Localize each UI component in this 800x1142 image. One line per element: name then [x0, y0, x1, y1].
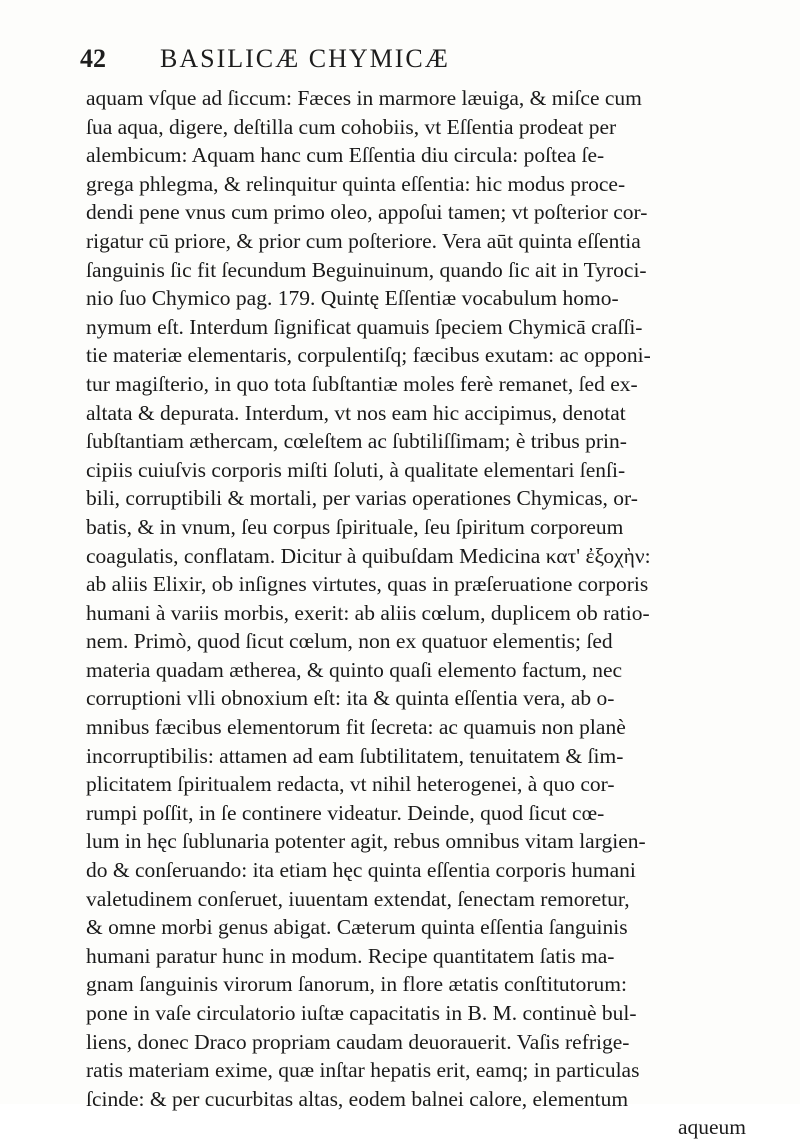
text-line: batis, & in vnum, ſeu corpus ſpirituale, ſeu ſpiritum corporeum — [86, 514, 624, 539]
text-line: ſcinde: & per cucurbitas altas, eodem balnei calore, elementum — [86, 1086, 629, 1111]
text-line: grega phlegma, & relinquitur quinta eſſentia: hic modus proce- — [86, 171, 626, 196]
text-line: ab aliis Elixir, ob inſignes virtutes, quas in præſeruatione corporis — [86, 572, 649, 597]
text-line: plicitatem ſpiritualem redacta, vt nihil heterogenei, à quo cor- — [86, 772, 615, 797]
page-number: 42 — [80, 44, 106, 73]
text-line: ſanguinis ſic fit ſecundum Beguinuinum, quando ſic ait in Tyroci- — [86, 257, 647, 282]
text-line: valetudinem conſeruet, iuuentam extendat, ſenectam remoretur, — [86, 886, 630, 911]
text-line: altata & depurata. Interdum, vt nos eam hic accipimus, denotat — [86, 400, 626, 425]
text-line: tur magiſterio, in quo tota ſubſtantiæ moles ferè remanet, ſed ex- — [86, 371, 638, 396]
text-line: humani à variis morbis, exerit: ab aliis cœlum, duplicem ob ratio- — [86, 600, 650, 625]
text-line: nio ſuo Chymico pag. 179. Quintę Eſſentiæ vocabulum homo- — [86, 286, 619, 311]
text-line: & omne morbi genus abigat. Cæterum quinta eſſentia ſanguinis — [86, 915, 628, 940]
body-text — [86, 84, 776, 1142]
text-line: rigatur cū priore, & prior cum poſteriore. Vera aūt quinta eſſentia — [86, 228, 641, 253]
text-line: aquam vſque ad ſiccum: Fæces in marmore læuiga, & miſce cum — [86, 86, 642, 110]
catchword: aqueum — [677, 1115, 746, 1140]
text-line: nem. Primò, quod ſicut cœlum, non ex quatuor elementis; ſed — [86, 629, 613, 654]
text-line: cipiis cuiuſvis corporis miſti ſoluti, à qualitate elementari ſenſi- — [86, 457, 626, 482]
text-line: do & conſeruando: ita etiam hęc quinta eſſentia corporis humani — [86, 858, 636, 883]
text-line: tie materiæ elementaris, corpulentiſq; fæcibus exutam: ac opponi- — [86, 343, 651, 368]
text-line: ſubſtantiam æthercam, cœleſtem ac ſubtiliſſimam; è tribus prin- — [86, 429, 627, 454]
text-line: alembicum: Aquam hanc cum Eſſentia diu circula: poſtea ſe- — [86, 143, 605, 168]
running-head: BASILICÆ CHYMICÆ — [160, 44, 450, 73]
text-line: incorruptibilis: attamen ad eam ſubtilitatem, tenuitatem & ſim- — [86, 743, 624, 768]
text-line: humani paratur hunc in modum. Recipe quantitatem ſatis ma- — [86, 943, 615, 968]
text-line: gnam ſanguinis virorum ſanorum, in flore ætatis conſtitutorum: — [86, 972, 628, 997]
text-line: lum in hęc ſublunaria potenter agit, rebus omnibus vitam largien- — [86, 829, 646, 854]
text-line: bili, corruptibili & mortali, per varias operationes Chymicas, or- — [86, 486, 638, 511]
text-line: rumpi poſſit, in ſe continere videatur. Deinde, quod ſicut cœ- — [86, 800, 605, 825]
text-line: mnibus fæcibus elementorum fit ſecreta: ac quamuis non planè — [86, 715, 626, 740]
text-line: materia quadam ætherea, & quinto quaſi elemento factum, nec — [86, 657, 623, 682]
text-line: nymum eſt. Interdum ſignificat quamuis ſpeciem Chymicā craſſi- — [86, 314, 643, 339]
text-line: ratis materiam exime, quæ inſtar hepatis erit, eamq; in particulas — [86, 1058, 640, 1083]
text-line: coagulatis, conflatam. Dicitur à quibuſdam Medicina κατ' ἐξοχὴν: — [86, 543, 651, 568]
text-line: ſua aqua, digere, deſtilla cum cohobiis, vt Eſſentia prodeat per — [86, 114, 617, 139]
text-line: dendi pene vnus cum primo oleo, appoſui tamen; vt poſterior cor- — [86, 200, 648, 225]
text-line: liens, donec Draco propriam caudam deuorauerit. Vaſis refrige- — [86, 1029, 630, 1054]
page-header — [80, 40, 760, 80]
text-line: corruptioni vlli obnoxium eſt: ita & quinta eſſentia vera, ab o- — [86, 686, 615, 711]
text-line: pone in vaſe circulatorio iuſtæ capacitatis in B. M. continuè bul- — [86, 1001, 637, 1025]
